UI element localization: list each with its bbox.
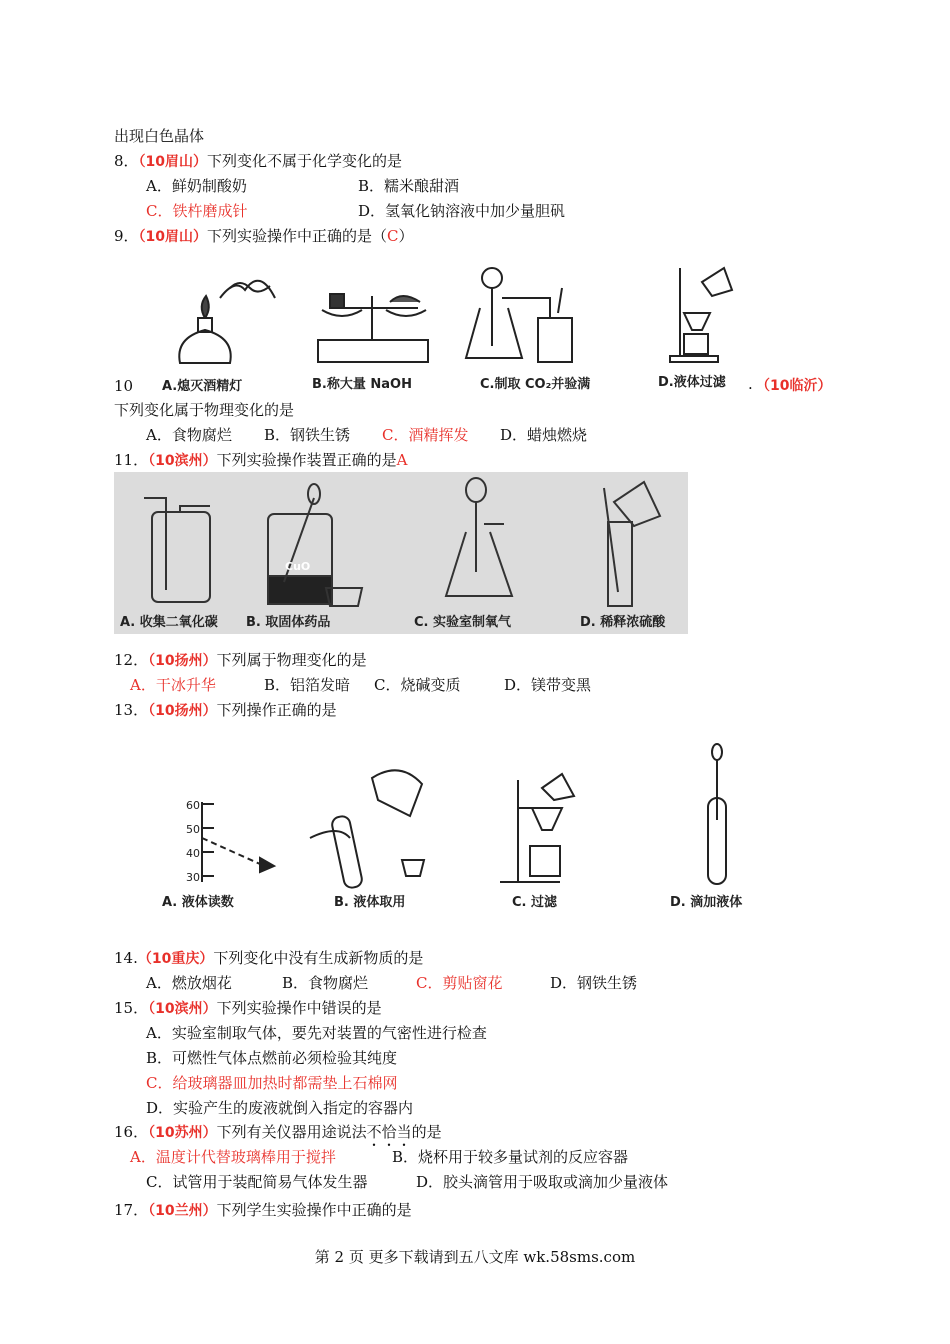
option-12c: C．烧碱变质 [374, 676, 461, 694]
question-11-stem [114, 450, 407, 471]
question-16-stem [114, 1122, 442, 1150]
caption-9a: A.熄灭酒精灯 [162, 379, 243, 394]
alcohol-lamp-drawing [179, 281, 275, 363]
question-17-stem [114, 1200, 412, 1221]
q9-figure [150, 258, 860, 398]
co2-apparatus-drawing [466, 268, 572, 362]
source-tag: （10扬州） [148, 703, 217, 719]
answer-letter: C [387, 227, 399, 245]
option-10b: B．钢铁生锈 [264, 426, 351, 444]
source-tag: （10眉山） [138, 154, 208, 170]
question-number: 11． [114, 451, 149, 469]
question-number: 14. [114, 949, 138, 967]
scale-60: 60 [186, 799, 200, 812]
option-10d: D．蜡烛燃烧 [500, 426, 588, 444]
scale-50: 50 [186, 823, 200, 836]
q11-figure [114, 472, 688, 634]
option-15c-answer: C．给玻璃器皿加热时都需垫上石棉网 [146, 1074, 398, 1092]
question-14-stem [114, 948, 423, 969]
caption-13d: D. 滴加液体 [670, 895, 743, 910]
question-text: 下列有关仪器用途说法 [216, 1123, 367, 1141]
option-12a-answer: A．干冰升华 [130, 676, 216, 694]
question-text: 下列变化中没有生成新物质的是 [213, 949, 424, 967]
option-16c: C．试管用于装配简易气体发生器 [146, 1173, 368, 1191]
option-8d: D．氢氧化钠溶液中加少量胆矾 [358, 202, 566, 220]
option-14c-answer: C．剪贴窗花 [416, 974, 503, 992]
source-tag: （10滨州） [148, 1001, 217, 1017]
question-text: 下列实验操作中正确的是（ [207, 227, 388, 245]
scale-30: 30 [186, 871, 200, 884]
option-14b: B．食物腐烂 [282, 974, 369, 992]
option-15d: D．实验产生的废液就倒入指定的容器内 [146, 1099, 414, 1117]
intro-text: 出现白色晶体 [114, 127, 205, 145]
caption-9b: B.称大量 NaOH [312, 377, 412, 392]
option-16a-answer: A．温度计代替玻璃棒用于搅拌 [130, 1148, 336, 1166]
option-10a: A．食物腐烂 [146, 426, 232, 444]
q13-figure [150, 740, 770, 920]
caption-13a: A. 液体读数 [162, 895, 234, 910]
figure-background [114, 472, 688, 634]
question-text: 下列属于物理变化的是 [216, 651, 367, 669]
question-number: 17． [114, 1201, 149, 1219]
question-text-end: 的是 [411, 1123, 442, 1141]
question-number: 13． [114, 701, 149, 719]
question-number: 16． [114, 1123, 149, 1141]
question-text: 下列操作正确的是 [216, 701, 337, 719]
answer-letter: A [396, 451, 408, 469]
option-14a: A．燃放烟花 [146, 974, 232, 992]
balance-drawing [318, 294, 428, 362]
question-number: 9． [114, 227, 139, 245]
caption-11c: C. 实验室制氧气 [414, 615, 512, 630]
question-13-stem [114, 700, 337, 721]
bracket-close: ） [398, 227, 414, 245]
graduated-cylinder-drawing [202, 802, 274, 882]
option-14d: D．钢铁生锈 [550, 974, 638, 992]
option-16b: B．烧杯用于较多量试剂的反应容器 [392, 1148, 629, 1166]
source-tag: （10苏州） [148, 1125, 217, 1141]
option-16d: D．胶头滴管用于吸取或滴加少量液体 [416, 1173, 669, 1191]
option-8b: B．糯米酿甜酒 [358, 177, 460, 195]
caption-11a: A. 收集二氧化碳 [120, 615, 218, 630]
caption-9d: D.液体过滤 [658, 375, 726, 390]
question-10-dot: . [748, 375, 753, 393]
option-12b: B．铝箔发暗 [264, 676, 351, 694]
caption-9c: C.制取 CO₂并验满 [480, 377, 591, 392]
caption-13c: C. 过滤 [512, 895, 558, 910]
emphasis-text: 不恰当 [366, 1123, 412, 1141]
caption-11d: D. 稀释浓硫酸 [580, 615, 666, 630]
scale-40: 40 [186, 847, 200, 860]
question-10-stem: 下列变化属于物理变化的是 [114, 401, 295, 419]
question-number: 15． [114, 999, 149, 1017]
funnel-stand-drawing [500, 774, 574, 882]
source-tag: （10临沂） [756, 378, 832, 394]
question-number: 12． [114, 651, 149, 669]
cuo-label: CuO [285, 560, 311, 573]
caption-13b: B. 液体取用 [334, 895, 406, 910]
option-8a: A．鲜奶制酸奶 [146, 177, 247, 195]
question-text: 下列变化不属于化学变化的是 [207, 152, 403, 170]
question-9-stem [114, 226, 414, 247]
source-tag: （10兰州） [148, 1203, 217, 1219]
question-number: 8． [114, 152, 139, 170]
question-8-stem [114, 151, 402, 172]
question-10-number: 10 [114, 377, 134, 395]
option-15b: B．可燃性气体点燃前必须检验其纯度 [146, 1049, 398, 1067]
option-8c-answer: C．铁杵磨成针 [146, 202, 248, 220]
caption-11b: B. 取固体药品 [246, 615, 331, 630]
question-text: 下列学生实验操作中正确的是 [216, 1201, 412, 1219]
dropper-test-tube-drawing [708, 744, 726, 884]
question-12-stem [114, 650, 367, 671]
source-tag: （10眉山） [138, 229, 208, 245]
source-tag: （10重庆） [137, 951, 214, 967]
option-10c-answer: C．酒精挥发 [382, 426, 469, 444]
page-footer: 第 2 页 更多下载请到五八文库 wk.58sms.com [314, 1248, 636, 1266]
source-tag: （10扬州） [148, 653, 217, 669]
question-text: 下列实验操作装置正确的是 [216, 451, 397, 469]
source-tag: （10滨州） [148, 453, 217, 469]
question-text: 下列实验操作中错误的是 [216, 999, 382, 1017]
pouring-hand-drawing [310, 770, 424, 889]
option-15a: A．实验室制取气体，要先对装置的气密性进行检查 [146, 1024, 487, 1042]
option-12d: D．镁带变黑 [504, 676, 592, 694]
question-15-stem [114, 998, 382, 1019]
filtration-drawing [670, 268, 732, 362]
